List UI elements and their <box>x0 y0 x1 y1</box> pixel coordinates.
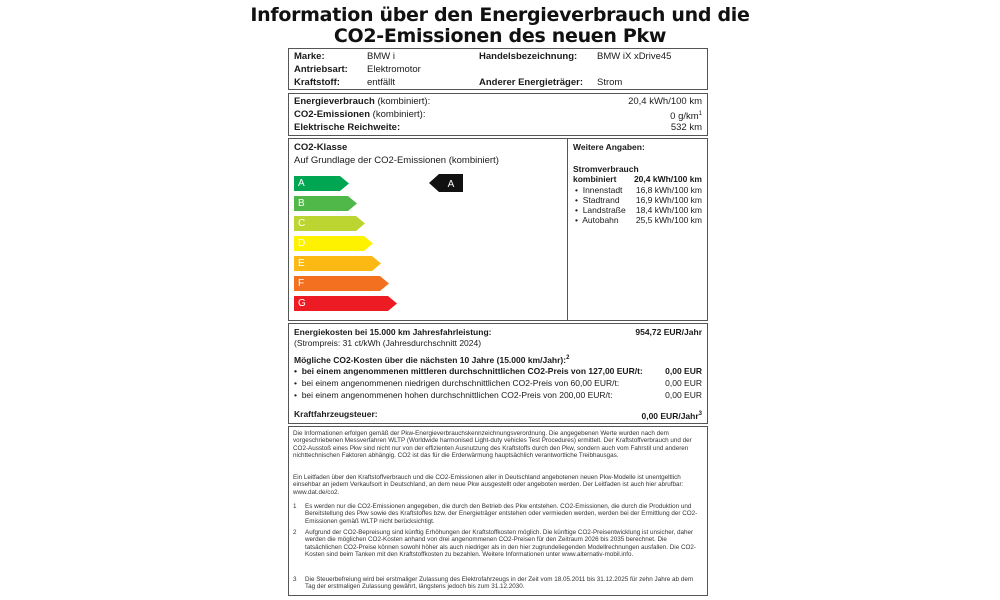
co2-class-letter: E <box>298 258 305 269</box>
steuer-footnote-ref: 3 <box>698 411 702 417</box>
marke-value: BMW i <box>367 51 395 62</box>
reichweite-value: 532 km <box>670 122 702 133</box>
weitere-item-label: • Landstraße <box>575 205 626 215</box>
weitere-item-value: 16,8 kWh/100 km <box>635 185 702 195</box>
footnote-number: 3 <box>293 576 297 583</box>
weitere-item-value: 25,5 kWh/100 km <box>635 215 702 225</box>
co2-class-letter: F <box>298 278 305 289</box>
anderer-value: Strom <box>597 77 623 88</box>
co2-class-letter: C <box>298 218 306 229</box>
strompreis-note: (Strompreis: 31 ct/kWh (Jahresdurchschnitt 2024) <box>294 338 482 348</box>
strom-label: Stromverbrauch <box>573 164 639 174</box>
kombiniert-label: kombiniert <box>573 174 617 184</box>
weitere-item-label: • Stadtrand <box>575 195 620 205</box>
weitere-item-name: Innenstadt <box>582 185 623 195</box>
co2-class-box <box>288 138 708 321</box>
co2-cost-row-value: 0,00 EUR <box>665 366 702 376</box>
info-paragraph-1: Die Informationen erfolgen gemäß der Pkw-Energieverbrauchskennzeichnungsverordnung. Die angegebenen Werte wurden nach dem vorgeschriebenen Messverfahren WLTP (Worldwide harmonised Light-duty vehicles Test Procedures) ermittelt. Der Kraftstoffverbrauch und der CO2-Ausstoß eines Pkw sind nicht nur von der effizienten Ausnutzung des Kraftstoffs durch den Pkw, sondern auch vom Fahrstil und anderen nichttechnischen Faktoren abhängig. CO2 ist das für die Erderwärmung hauptsächlich verantwortliche Treibhausgas. <box>293 430 692 459</box>
co2-cost-row-label: • bei einem angenommenen mittleren durchschnittlichen CO2-Preis von 127,00 EUR/t: <box>294 366 643 376</box>
steuer-value-wrap <box>641 409 702 422</box>
handel-value: BMW iX xDrive45 <box>597 51 672 62</box>
kombiniert-value: 20,4 kWh/100 km <box>633 174 702 184</box>
co2-value-wrap <box>670 109 702 122</box>
co2-kosten-label: Mögliche CO2-Kosten über die nächsten 10 Jahre (15.000 km/Jahr): <box>294 354 567 365</box>
co2-class-arrow-g <box>294 296 397 311</box>
co2-row <box>294 109 425 120</box>
co2-class-title: CO2-Klasse <box>294 142 348 153</box>
title-line-2: CO2-Emissionen des neuen Pkw <box>333 25 667 47</box>
weitere-item-name: Autobahn <box>582 215 619 225</box>
energie-suffix: (kombiniert): <box>377 96 431 107</box>
kraftstoff-label: Kraftstoff: <box>294 77 340 88</box>
weitere-item-value: 16,9 kWh/100 km <box>635 195 702 205</box>
co2-class-arrow-f <box>294 276 389 291</box>
info-box <box>288 426 708 596</box>
consumption-box <box>288 93 708 136</box>
co2-class-arrow-e <box>294 256 381 271</box>
co2-class-arrow-c <box>294 216 365 231</box>
title-line-1: Information über den Energieverbrauch und die <box>250 4 750 26</box>
energiekosten-value: 954,72 EUR/Jahr <box>635 327 702 337</box>
co2-class-letter: G <box>298 298 306 309</box>
costs-box <box>288 323 708 424</box>
footnote-text: Aufgrund der CO2-Bepreisung sind künftig Erhöhungen der Kraftstoffkosten möglich. Die künftige CO2-Preisentwicklung ist unsicher, daher werden die möglichen CO2-Kosten anhand von drei angenommenen CO2-Preisen für den Zeitraum 2026 bis 2035 berechnet. Die tatsächlichen CO2-Preise können sowohl höher als auch niedriger als in den hier zugrundeliegenden Modellrechnungen ausfallen. Die CO2-Kosten sind beim Tanken mit den Kraftstoffkosten zu bezahlen. Weitere Informationen unter www.alternativ-mobil.info. <box>305 529 696 558</box>
co2-class-arrow-d <box>294 236 373 251</box>
co2-class-arrow-b <box>294 196 357 211</box>
footnote-text: Die Steuerbefreiung wird bei erstmaliger Zulassung des Elektrofahrzeugs in der Zeit vom 18.05.2011 bis 31.12.2025 für zehn Jahre ab dem Tag der erstmaligen Zulassung gewährt, längstens jedoch bis zum 31.12.2030. <box>305 576 694 591</box>
reichweite-label: Elektrische Reichweite: <box>294 122 401 133</box>
co2-cost-row-label: • bei einem angenommenen hohen durchschnittlichen CO2-Preis von 200,00 EUR/t: <box>294 390 613 400</box>
current-class-letter: A <box>447 179 455 190</box>
handel-label: Handelsbezeichnung: <box>479 51 578 62</box>
co2-cost-row-label: • bei einem angenommenen niedrigen durchschnittlichen CO2-Preis von 60,00 EUR/t: <box>294 378 620 388</box>
co2-cost-row-text: bei einem angenommenen hohen durchschnittlichen CO2-Preis von 200,00 EUR/t: <box>301 390 613 400</box>
class-divider <box>567 139 568 320</box>
anderer-label: Anderer Energieträger: <box>479 77 584 88</box>
co2-class-subtitle: Auf Grundlage der CO2-Emissionen (kombiniert) <box>294 155 499 166</box>
footnote-number: 1 <box>293 503 297 510</box>
steuer-value: 0,00 EUR/Jahr <box>641 410 699 421</box>
energie-value: 20,4 kWh/100 km <box>628 96 702 107</box>
kraftstoff-value: entfällt <box>367 77 395 88</box>
antrieb-value: Elektromotor <box>367 64 421 75</box>
co2-class-arrow-a <box>294 176 349 191</box>
co2-footnote-ref: 1 <box>698 111 702 117</box>
energiekosten-label: Energiekosten bei 15.000 km Jahresfahrleistung: <box>294 327 492 337</box>
co2-class-letter: B <box>298 198 305 209</box>
co2-cost-row-text: bei einem angenommenen mittleren durchschnittlichen CO2-Preis von 127,00 EUR/t: <box>301 366 643 376</box>
energie-label: Energieverbrauch <box>294 96 375 107</box>
co2-class-letter: A <box>298 178 305 189</box>
co2-class-letter: D <box>298 238 306 249</box>
co2-cost-row-text: bei einem angenommenen niedrigen durchschnittlichen CO2-Preis von 60,00 EUR/t: <box>301 378 620 388</box>
steuer-label: Kraftfahrzeugsteuer: <box>294 409 378 419</box>
antrieb-label: Antriebsart: <box>294 64 348 75</box>
co2-cost-row-value: 0,00 EUR <box>665 378 702 388</box>
weitere-item-label: • Autobahn <box>575 215 619 225</box>
co2-kosten-title <box>294 353 569 366</box>
info-paragraph-2: Ein Leitfaden über den Kraftstoffverbrauch und die CO2-Emissionen aller in Deutschland angebotenen neuen Pkw-Modelle ist unentgeltlich einsehbar an jedem Verkaufsort in Deutschland, an dem neue Pkw ausgestellt oder angeboten werden. Der Leitfaden ist auch hier abrufbar: www.dat.de/co2. <box>293 474 684 496</box>
co2-value: 0 g/km <box>670 111 699 123</box>
co2-suffix: (kombiniert): <box>372 109 426 120</box>
marke-label: Marke: <box>294 51 325 62</box>
weitere-title: Weitere Angaben: <box>573 142 645 152</box>
weitere-item-name: Landstraße <box>582 205 626 215</box>
weitere-item-name: Stadtrand <box>582 195 620 205</box>
footnote-text: Es werden nur die CO2-Emissionen angegeben, die durch den Betrieb des Pkw entstehen. CO2-Emissionen, die durch die Produktion und Bereitstellung des Pkw sowie des Kraftstoffes bzw. der Energieträger entstehen oder vermieden werden, werden bei der Ermittlung der CO2-Emissionen gemäß WLTP nicht berücksichtigt. <box>305 503 698 525</box>
footnote-number: 2 <box>293 529 297 536</box>
weitere-item-value: 18,4 kWh/100 km <box>635 205 702 215</box>
co2-kosten-footnote-ref: 2 <box>566 355 570 361</box>
weitere-item-label: • Innenstadt <box>575 185 623 195</box>
current-class-indicator <box>429 174 465 192</box>
co2-label: CO2-Emissionen <box>294 109 371 120</box>
vehicle-box <box>288 48 708 90</box>
co2-cost-row-value: 0,00 EUR <box>665 390 702 400</box>
energie-row <box>294 96 430 107</box>
